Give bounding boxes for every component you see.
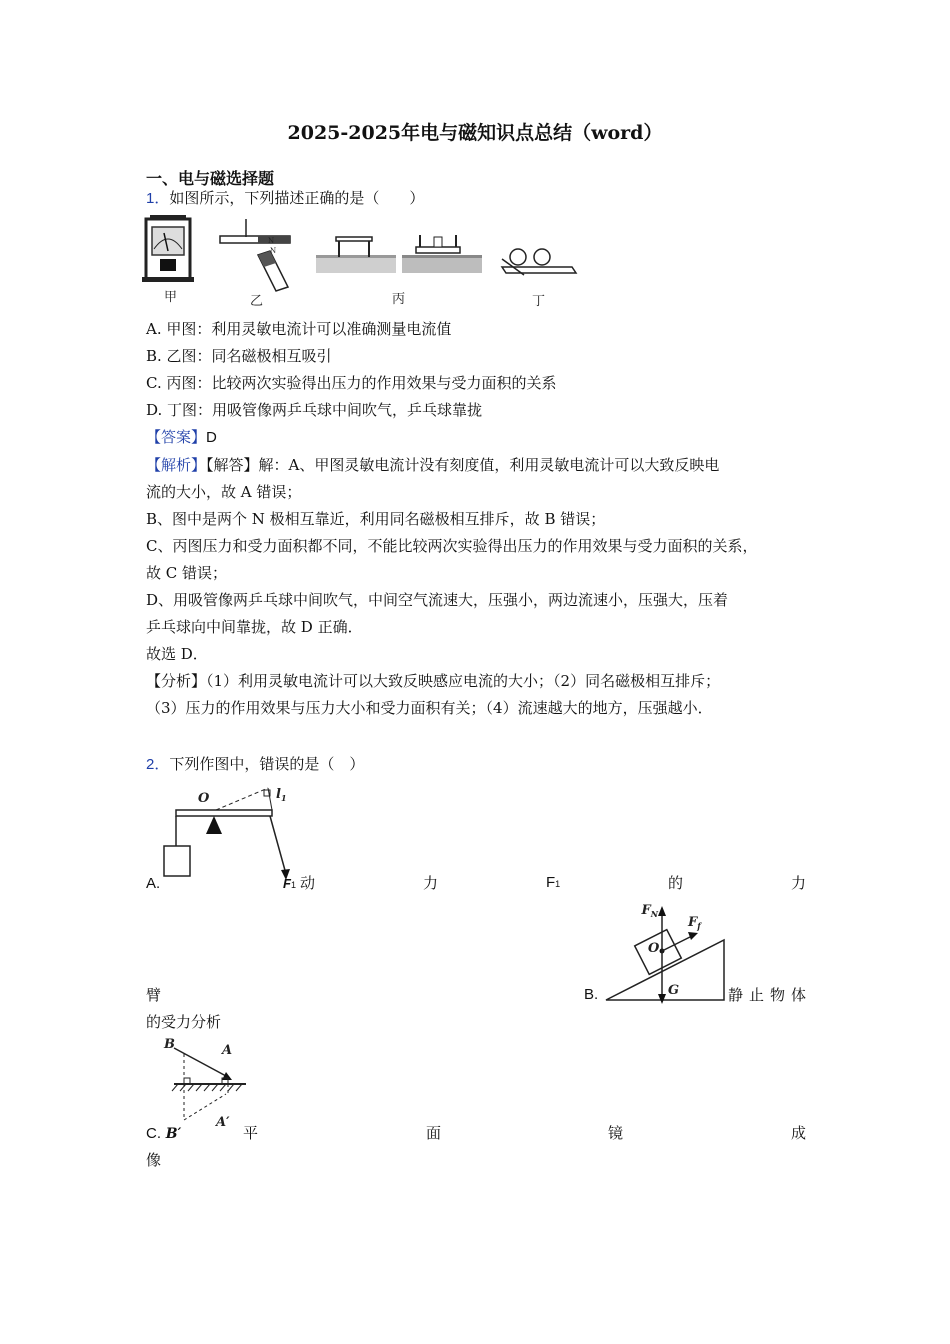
- section-title: 一、电与磁选择题: [146, 169, 275, 188]
- caption-char: 镜: [608, 1124, 624, 1142]
- center-o-label: O: [648, 941, 660, 956]
- gravity-label: G: [668, 983, 680, 998]
- caption-text: 的受力分析: [146, 1013, 222, 1031]
- incline-figure: [600, 896, 730, 1006]
- document-title: 2025-2025年电与磁知识点总结（word）: [287, 122, 663, 144]
- analysis-line: C、丙图压力和受力面积都不同，不能比较两次实验得出压力的作用效果与受力面积的关系，: [146, 537, 758, 555]
- analysis-line: 流的大小，故 A 错误；: [146, 483, 302, 501]
- caption-char: 力: [791, 874, 807, 892]
- force-f1-label: [283, 872, 296, 896]
- caption-char: 止: [749, 986, 765, 1004]
- caption-char: 臂: [146, 986, 162, 1004]
- f-letter: F: [283, 876, 291, 891]
- analysis-line: 故 C 错误；: [146, 564, 228, 582]
- analysis-text: 【解答】解：A、甲图灵敏电流计没有刻度值，利用灵敏电流计可以大致反映电: [206, 456, 720, 474]
- analysis-line: （3）压力的作用效果与压力大小和受力面积有关；（4）流速越大的地方，压强越小．: [146, 699, 713, 717]
- caption-char: 像: [146, 1151, 162, 1169]
- friction-label: $F_f$: [688, 915, 701, 931]
- analysis-tag: 【解析】: [146, 456, 207, 474]
- caption-char: 面: [426, 1124, 442, 1142]
- q1-figure: [140, 215, 580, 310]
- stem-text: 如图所示，下列描述正确的是（ ）: [169, 189, 425, 207]
- figure-label-jia: 甲: [164, 290, 178, 305]
- image-a-label: A′: [216, 1115, 230, 1130]
- magnets-figure: [220, 219, 290, 291]
- north-pole-label: N: [270, 247, 277, 255]
- option-a-prefix: [146, 872, 160, 895]
- figure-label-ding: 丁: [532, 294, 546, 309]
- f-sub: 1: [290, 880, 296, 890]
- caption-char: [546, 872, 560, 895]
- question-number: 1．: [146, 190, 170, 207]
- mirror-figure: [160, 1034, 260, 1134]
- image-b-label: B′: [165, 1126, 182, 1142]
- option-b-prefix: B.: [584, 986, 599, 1003]
- caption-char: 成: [791, 1124, 807, 1142]
- answer-value: D: [206, 429, 217, 446]
- option-c-prefix: [146, 1122, 181, 1145]
- answer-tag: 【答案】: [146, 428, 207, 446]
- option-b: B. 乙图：同名磁极相互吸引: [146, 347, 332, 365]
- figure-label-yi: 乙: [250, 294, 264, 309]
- figure-label-bing: 丙: [392, 292, 406, 307]
- analysis-line: 故选 D．: [146, 645, 208, 663]
- caption-char: 物: [770, 986, 786, 1004]
- caption-char: 动: [300, 874, 316, 892]
- option-c: C. 丙图：比较两次实验得出压力的作用效果与受力面积的关系: [146, 374, 557, 392]
- analysis-line: D、用吸管像两乒乓球中间吹气，中间空气流速大，压强小，两边流速小，压强大，压着: [146, 591, 729, 609]
- analysis-line: B、图中是两个 N 极相互靠近，利用同名磁极相互排斥，故 B 错误；: [146, 510, 606, 528]
- north-pole-label: N: [268, 237, 275, 245]
- pressure-figure: [316, 235, 482, 273]
- answer-line: [146, 426, 217, 449]
- galvanometer-figure: [142, 215, 194, 282]
- analysis-line: 【分析】（1）利用灵敏电流计可以大致反映感应电流的大小；（2）同名磁极相互排斥；: [146, 672, 721, 690]
- analysis-line: 乒乓球向中间靠拢，故 D 正确．: [146, 618, 363, 636]
- f-letter: F: [546, 874, 556, 891]
- question-number: 2．: [146, 756, 170, 773]
- caption-char: 体: [791, 986, 807, 1004]
- normal-force-label: $F_N$: [641, 903, 658, 919]
- pivot-o-label: O: [198, 791, 210, 806]
- prefix-text: A.: [146, 875, 161, 892]
- point-a-label: A: [222, 1043, 233, 1058]
- question-1-stem: [146, 187, 424, 210]
- analysis-line: [146, 454, 719, 476]
- caption-char: 平: [243, 1124, 259, 1142]
- stem-text: 下列作图中，错误的是（ ）: [169, 755, 365, 773]
- caption-char: 力: [423, 874, 439, 892]
- arm-label: $l_1$: [276, 787, 287, 803]
- option-a: A. 甲图：利用灵敏电流计可以准确测量电流值: [146, 320, 452, 338]
- f-sub: 1: [555, 879, 561, 889]
- caption-char: 静: [728, 986, 744, 1004]
- point-b-label: B: [164, 1037, 175, 1052]
- ping-pong-figure: [502, 249, 576, 275]
- option-d: D. 丁图：用吸管像两乒乓球中间吹气，乒乓球靠拢: [146, 401, 483, 419]
- question-2-stem: [146, 753, 364, 776]
- prefix-text: C.: [146, 1125, 161, 1142]
- caption-char: 的: [668, 874, 684, 892]
